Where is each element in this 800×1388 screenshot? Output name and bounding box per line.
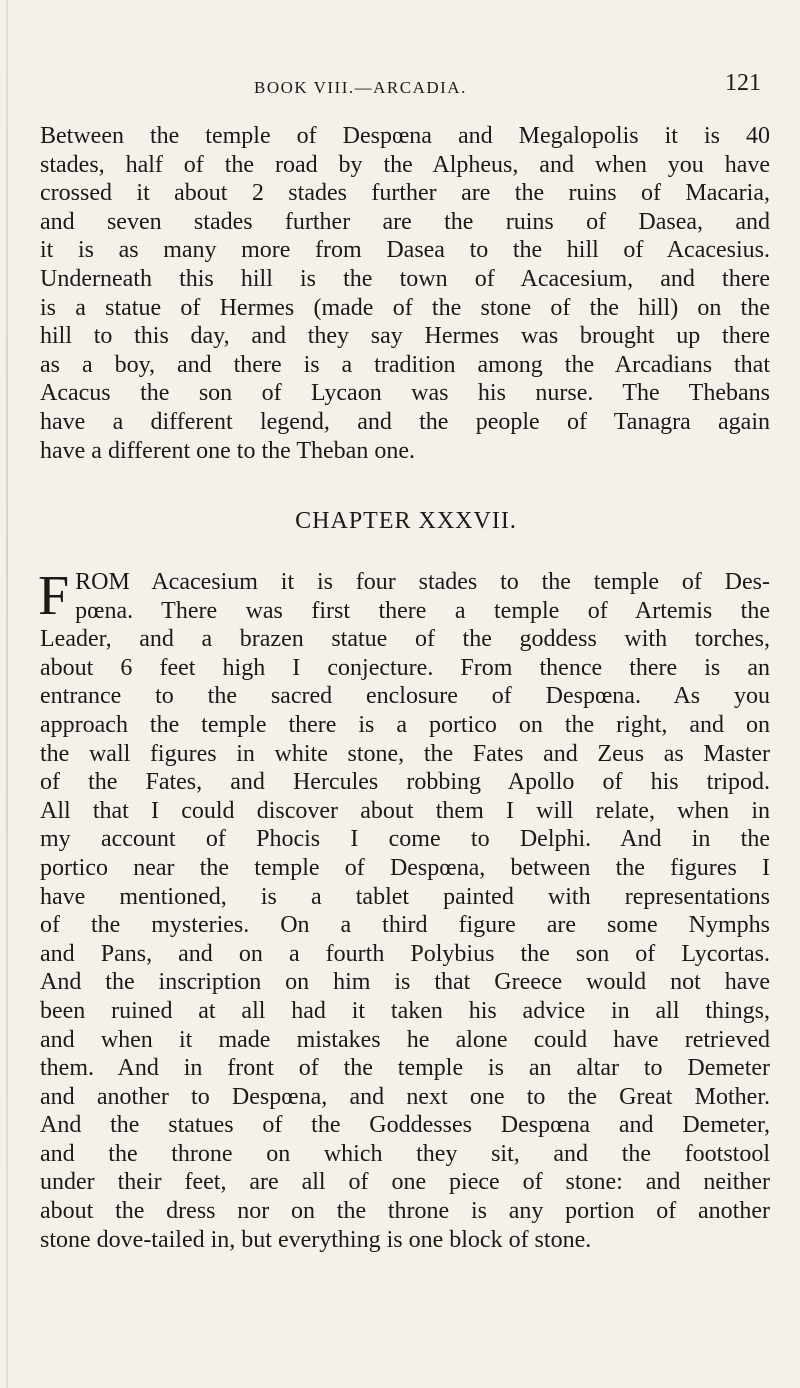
text-line: and the throne on which they sit, and the footstool: [40, 1140, 770, 1167]
text-line: All that I could discover about them I will relate, when in: [40, 797, 770, 824]
text-line: pœna. There was first there a temple of Artemis the: [75, 597, 770, 624]
text-line: them. And in front of the temple is an altar to Demeter: [40, 1055, 770, 1082]
text-line: it is as many more from Dasea to the hill of Acacesius.: [40, 237, 770, 264]
text-line: have a different one to the Theban one.: [40, 437, 415, 464]
text-line: my account of Phocis I come to Delphi. And in the: [40, 826, 770, 853]
text-line: the wall figures in white stone, the Fates and Zeus as Master: [40, 740, 770, 767]
text-line: Between the temple of Despœna and Megalopolis it is 40: [40, 123, 770, 149]
text-line: stone dove-tailed in, but everything is one block of stone.: [40, 1226, 592, 1253]
text-line: have a different legend, and the people of Tanagra again: [40, 408, 770, 435]
text-line: stades, half of the road by the Alpheus, and when you have: [40, 151, 770, 178]
text-line: entrance to the sacred enclosure of Despœna. As you: [40, 683, 770, 710]
text-line: Acacus the son of Lycaon was his nurse. The Thebans: [40, 380, 770, 407]
chapter-heading: CHAPTER XXXVII.: [295, 508, 517, 534]
text-line: approach the temple there is a portico on the right, and on: [40, 711, 770, 738]
text-line: of the mysteries. On a third figure are some Nymphs: [40, 912, 770, 939]
text-line: under their feet, are all of one piece of stone: and neither: [40, 1169, 770, 1196]
text-line: and when it made mistakes he alone could have retrieved: [40, 1026, 770, 1053]
text-line: and another to Despœna, and next one to the Great Mother.: [40, 1083, 770, 1110]
text-line: hill to this day, and they say Hermes was brought up there: [40, 323, 770, 350]
paragraph-1: [40, 122, 770, 465]
text-line: Underneath this hill is the town of Acacesium, and there: [40, 265, 770, 292]
drop-cap: F: [38, 565, 70, 627]
text-line: And the inscription on him is that Greece would not have: [40, 969, 770, 996]
text-line: been ruined at all had it taken his advice in all things,: [40, 997, 770, 1024]
text-line: Leader, and a brazen statue of the goddess with torches,: [40, 626, 770, 653]
paragraph-2: [38, 565, 770, 1254]
text-line: crossed it about 2 stades further are the ruins of Macaria,: [40, 180, 770, 207]
text-line: about 6 feet high I conjecture. From thence there is an: [40, 654, 770, 681]
page-edge: [6, 0, 8, 1388]
text-line: of the Fates, and Hercules robbing Apollo of his tripod.: [40, 769, 770, 796]
text-line: ROM Acacesium it is four stades to the temple of Des-: [75, 569, 770, 595]
text-line: have mentioned, is a tablet painted with representations: [40, 883, 770, 910]
page-number: 121: [725, 70, 761, 96]
text-line: And the statues of the Goddesses Despœna and Demeter,: [40, 1112, 770, 1139]
text-line: about the dress nor on the throne is any portion of another: [40, 1198, 770, 1225]
text-line: and seven stades further are the ruins of Dasea, and: [40, 208, 770, 235]
text-line: as a boy, and there is a tradition among the Arcadians that: [40, 351, 770, 378]
running-head: BOOK VIII.—ARCADIA.: [254, 78, 467, 97]
text-line: portico near the temple of Despœna, between the figures I: [40, 854, 770, 881]
text-line: is a statue of Hermes (made of the stone of the hill) on the: [40, 294, 770, 321]
text-line: and Pans, and on a fourth Polybius the son of Lycortas.: [40, 940, 770, 967]
